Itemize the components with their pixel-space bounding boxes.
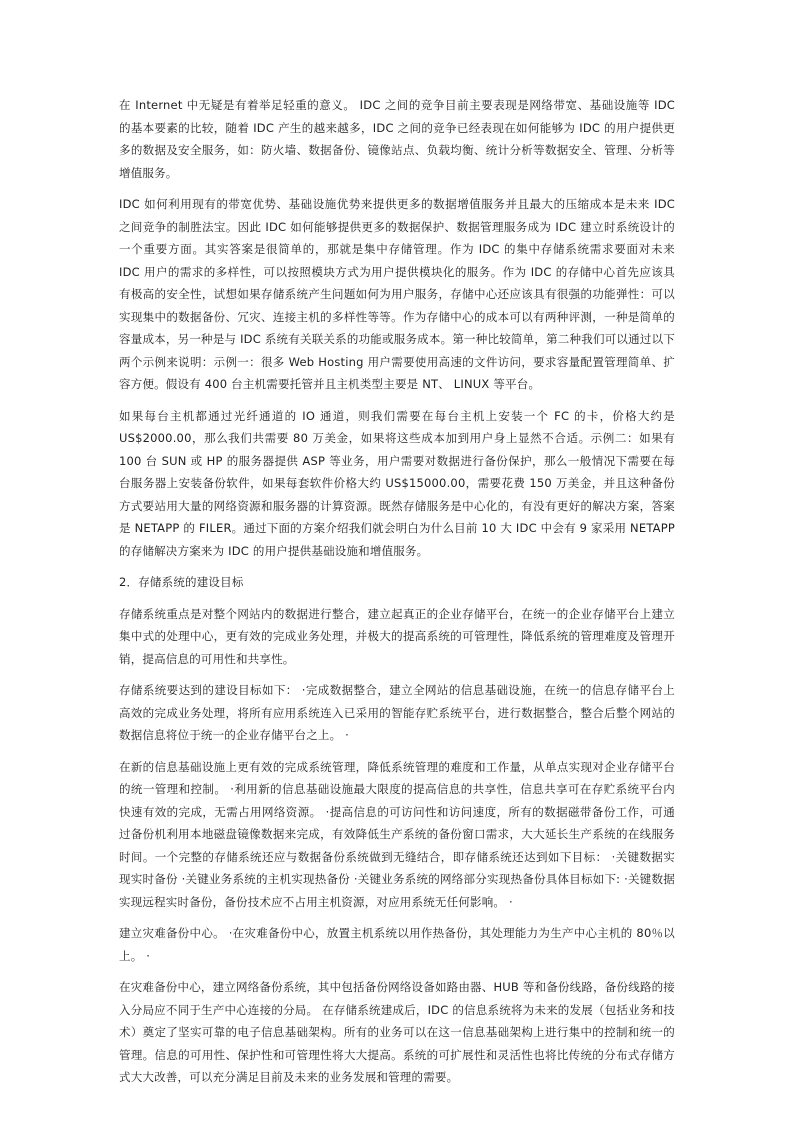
paragraph-disaster-center: 建立灾难备份中心。 ·在灾难备份中心，放置主机系统以用作热备份，其处理能力为生产中心主机的 80％以上。 · [119, 926, 675, 963]
paragraph-fc-cost-example: 如果每台主机都通过光纤通道的 IO 通道，则我们需要在每台主机上安装一个 FC 的卡，价格大约是 US$2000.00，那么我们共需要 80 万美金，如果将这些成本加到用户身上显然不合适。示例二：如果有 100 台 SUN 或 HP 的服务器提供 ASP 等业务，用户需要对数据进行备份保护，那么一般情况下需要在每台服务器上安装备份软件，如果每套软件价格大约 US$15000.00，需要花费 150 万美金，并且这种备份方式要站用大量的网络资源和服务器的计算资源。既然存储服务是中心化的，有没有更好的解决方案，答案是 NETAPP 的 FILER。通过下面的方案介绍我们就会明白为什么目前 10 大 IDC 中会有 9 家采用 NETAPP 的存储解决方案来为 IDC 的用户提供基础设施和增值服务。 [119, 408, 675, 558]
paragraph-network-backup: 在灾难备份中心，建立网络备份系统，其中包括备份网络设备如路由器、HUB 等和备份线路，备份线路的接入分局应不同于生产中心连接的分局。 在存储系统建成后，IDC 的信息系统将为未来的发展（包括业务和技术）奠定了坚实可靠的电子信息基础架构。所有的业务可以在这一信息基础架构上进行集中的控制和统一的管理。信息的可用性、保护性和可管理性将大大提高。系统的可扩展性和灵活性也将比传统的分布式存储方式大大改善，可以充分满足目前及未来的业务发展和管理的需要。 [119, 980, 675, 1084]
paragraph-goals-list: 存储系统要达到的建设目标如下： ·完成数据整合，建立全网站的信息基础设施，在统一的信息存储平台上高效的完成业务处理，将所有应用系统连入已采用的智能存贮系统平台，进行数据整合，整合后整个网站的数据信息将位于统一的企业存储平台之上。 · [119, 683, 675, 742]
paragraph-idc-storage-advantage: IDC 如何利用现有的带宽优势、基础设施优势来提供更多的数据增值服务并且最大的压缩成本是未来 IDC 之间竞争的制胜法宝。因此 IDC 如何能够提供更多的数据保护、数据管理服务成为 IDC 建立时系统设计的一个重要方面。其实答案是很简单的，那就是集中存储管理。作为 IDC 的集中存储系统需求要面对未来 IDC 用户的需求的多样性，可以按照模块方式为用户提供模块化的服务。作为 IDC 的存储中心首先应该具有极高的安全性，试想如果存储系统产生问题如何为用户服务，存储中心还应该具有很强的功能弹性：可以实现集中的数据备份、冗灾、连接主机的多样性等等。作为存储中心的成本可以有两种评测，一种是简单的容量成本，另一种是与 IDC 系统有关联关系的功能或服务成本。第一种比较简单，第二种我们可以通过以下两个示例来说明：示例一：很多 Web Hosting 用户需要使用高速的文件访问，要求容量配置管理简单、扩容方便。假设有 400 台主机需要托管并且主机类型主要是 NT、 LINUX 等平台。 [119, 197, 675, 391]
paragraph-management-goals: 在新的信息基础设施上更有效的完成系统管理，降低系统管理的难度和工作量，从单点实现对企业存储平台的统一管理和控制。 ·利用新的信息基础设施最大限度的提高信息的共享性，信息共享可在存贮系统平台内快速有效的完成，无需占用网络资源。 ·提高信息的可访问性和访问速度，所有的数据磁带备份工作，可通过备份机利用本地磁盘镜像数据来完成，有效降低生产系统的备份窗口需求，大大延长生产系统的在线服务时间。一个完整的存储系统还应与数据备份系统做到无缝结合，即存储系统还达到如下目标： ·关键数据实现实时备份 ·关键业务系统的主机实现热备份 ·关键业务系统的网络部分实现热备份具体目标如下: ·关键数据实现远程实时备份，备份技术应不占用主机资源，对应用系统无任何影响。 · [119, 759, 675, 909]
section-heading-goals: 2．存储系统的建设目标 [119, 575, 244, 589]
paragraph-storage-focus: 存储系统重点是对整个网站内的数据进行整合，建立起真正的企业存储平台，在统一的企业存储平台上建立集中式的处理中心，更有效的完成业务处理，并极大的提高系统的可管理性，降低系统的管理难度及管理开销，提高信息的可用性和共享性。 [119, 606, 675, 666]
paragraph-idc-competition: 在 Internet 中无疑是有着举足轻重的意义。 IDC 之间的竞争目前主要表现是网络带宽、基础设施等 IDC 的基本要素的比较，随着 IDC 产生的越来越多，IDC 之间的竞争已经表现在如何能够为 IDC 的用户提供更多的数据及安全服务，如：防火墙、数据备份、镜像站点、负载均衡、统计分析等数据安全、管理、分析等增值服务。 [119, 98, 675, 180]
document-body [119, 94, 675, 1098]
